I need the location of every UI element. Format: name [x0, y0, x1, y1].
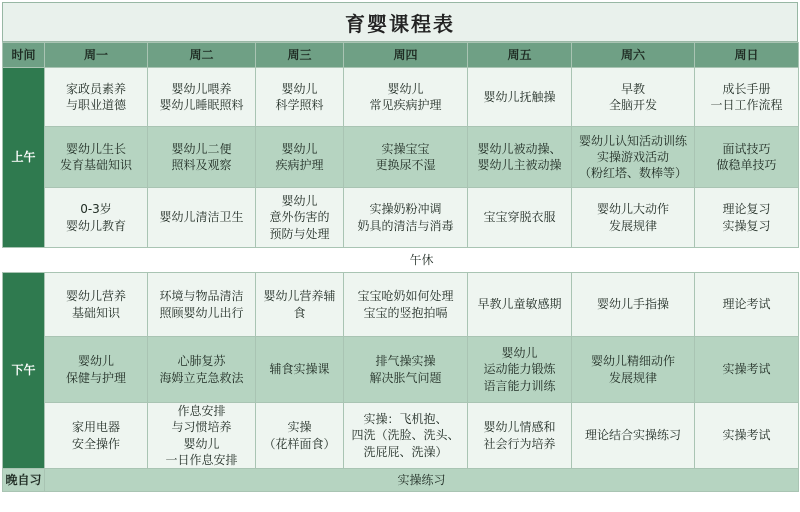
course-cell — [45, 337, 148, 403]
course-text: （花样面食） — [263, 436, 336, 451]
course-text: 常见疾病护理 — [369, 98, 442, 112]
course-text: 婴幼儿 — [183, 436, 220, 451]
course-text: 意外伤害的 — [269, 210, 330, 225]
course-text: 婴幼儿抚触操 — [483, 89, 556, 104]
course-cell — [695, 188, 799, 248]
course-text: 婴幼儿 — [501, 346, 538, 361]
course-text: 早教儿童敏感期 — [477, 297, 562, 312]
course-cell — [256, 337, 344, 403]
course-text: 食 — [293, 305, 306, 320]
course-text: 一日工作流程 — [710, 98, 783, 112]
course-text: 家政员素养 — [65, 81, 126, 96]
course-text: 婴幼儿精细动作 — [590, 354, 675, 369]
morning-row — [3, 68, 799, 127]
course-text: 科学照料 — [275, 98, 324, 112]
afternoon-row — [3, 273, 799, 337]
course-text: 实操：飞机抱、 — [363, 412, 448, 427]
header-time: 时间 — [3, 43, 45, 68]
course-text: 0-3岁 — [80, 202, 112, 217]
course-text: 洗屁屁、洗澡） — [363, 444, 448, 459]
course-cell — [256, 273, 344, 337]
morning-label: 上午 — [3, 68, 45, 248]
course-cell — [45, 68, 148, 127]
course-text: 海姆立克急救法 — [159, 370, 244, 385]
course-cell — [695, 127, 799, 188]
course-text: 发育基础知识 — [59, 158, 132, 172]
afternoon-row — [3, 403, 799, 469]
course-text: 理论复习 — [722, 202, 771, 217]
course-cell — [344, 188, 468, 248]
header-day: 周六 — [572, 43, 695, 68]
course-text: 婴幼儿教育 — [65, 218, 126, 233]
course-cell — [344, 68, 468, 127]
course-text: 宝宝的竖抱拍嗝 — [363, 305, 448, 320]
course-text: 环境与物品清洁 — [159, 289, 244, 304]
course-text: 一日作息安排 — [165, 452, 238, 467]
course-cell — [344, 337, 468, 403]
course-cell — [572, 337, 695, 403]
course-cell — [344, 273, 468, 337]
course-cell — [695, 403, 799, 469]
course-text: 保健与护理 — [65, 370, 126, 385]
course-cell — [572, 188, 695, 248]
course-cell — [256, 127, 344, 188]
morning-row — [3, 127, 799, 188]
course-text: 全脑开发 — [608, 98, 657, 112]
course-cell — [572, 127, 695, 188]
course-text: 婴幼儿喂养 — [171, 81, 232, 96]
course-text: 婴幼儿 — [77, 354, 114, 369]
noon-blank — [3, 248, 45, 273]
course-text: 实操复习 — [722, 218, 771, 233]
noon-row — [3, 248, 799, 273]
course-text: 实操奶粉冲调 — [369, 202, 442, 217]
course-text: 与职业道德 — [65, 98, 126, 112]
course-text: 发展规律 — [608, 218, 657, 233]
course-cell — [148, 337, 256, 403]
course-text: 解决胀气问题 — [369, 370, 442, 385]
course-cell — [148, 403, 256, 469]
course-cell — [468, 403, 572, 469]
course-text: 做稳单技巧 — [716, 158, 777, 172]
course-cell — [148, 273, 256, 337]
course-text: 奶具的清洁与消毒 — [357, 218, 454, 233]
course-cell — [468, 273, 572, 337]
course-text: 婴幼儿大动作 — [596, 202, 669, 217]
course-text: 作息安排 — [177, 404, 226, 419]
course-cell — [572, 403, 695, 469]
course-text: 排气操实操 — [375, 354, 436, 369]
course-text: 婴幼儿营养辅 — [263, 289, 336, 304]
course-text: 婴幼儿 — [281, 194, 318, 209]
course-cell — [256, 68, 344, 127]
course-text: 家用电器 — [71, 420, 120, 435]
course-cell — [468, 337, 572, 403]
course-cell — [256, 188, 344, 248]
course-text: 疾病护理 — [275, 158, 324, 172]
course-cell — [468, 188, 572, 248]
course-text: 理论结合实操练习 — [584, 428, 681, 443]
course-text: 婴幼儿情感和 — [483, 420, 556, 435]
course-cell — [344, 403, 468, 469]
course-text: 宝宝穿脱衣服 — [483, 210, 556, 225]
course-cell — [148, 68, 256, 127]
course-text: 婴幼儿 — [387, 81, 424, 96]
course-text: 照顾婴幼儿出行 — [159, 305, 244, 320]
header-row — [3, 43, 799, 68]
course-text: 实操游戏活动 — [596, 149, 669, 164]
morning-row — [3, 188, 799, 248]
course-text: 照料及观察 — [171, 158, 232, 172]
course-text: 辅食实操课 — [269, 362, 330, 377]
course-cell — [572, 68, 695, 127]
course-text: 婴幼儿 — [281, 141, 318, 156]
header-day: 周五 — [468, 43, 572, 68]
course-cell — [45, 127, 148, 188]
course-text: 实操 — [287, 420, 312, 435]
course-text: 社会行为培养 — [483, 436, 556, 451]
course-text: 预防与处理 — [269, 226, 330, 241]
afternoon-row — [3, 337, 799, 403]
afternoon-label: 下午 — [3, 273, 45, 469]
course-text: 婴幼儿二便 — [171, 141, 232, 156]
schedule-table — [2, 42, 799, 492]
course-cell — [148, 188, 256, 248]
course-text: 婴幼儿认知活动训练 — [578, 133, 687, 148]
course-text: 早教 — [620, 81, 645, 96]
course-cell — [468, 68, 572, 127]
course-text: 婴幼儿睡眠照料 — [159, 98, 244, 112]
course-text: 面试技巧 — [722, 141, 771, 156]
evening-content: 实操练习 — [45, 469, 799, 492]
course-cell — [45, 273, 148, 337]
evening-row — [3, 469, 799, 492]
course-text: 婴幼儿被动操、 — [477, 141, 562, 156]
course-text: 基础知识 — [71, 305, 120, 320]
course-text: 实操考试 — [722, 362, 771, 377]
course-cell — [695, 68, 799, 127]
course-text: 实操宝宝 — [381, 141, 430, 156]
course-text: 实操考试 — [722, 428, 771, 443]
course-text: 婴幼儿 — [281, 81, 318, 96]
course-text: 婴幼儿手指操 — [596, 297, 669, 312]
course-text: 心肺复苏 — [177, 354, 226, 369]
header-day: 周二 — [148, 43, 256, 68]
course-cell — [695, 337, 799, 403]
header-day: 周一 — [45, 43, 148, 68]
course-text: （粉红塔、数棒等） — [578, 166, 687, 181]
title-bar — [2, 2, 798, 42]
course-text: 安全操作 — [71, 436, 120, 451]
course-text: 运动能力锻炼 — [483, 362, 556, 377]
course-text: 与习惯培养 — [171, 420, 232, 435]
course-text: 婴幼儿清洁卫生 — [159, 210, 244, 225]
course-text: 理论考试 — [722, 297, 771, 312]
course-cell — [45, 403, 148, 469]
course-text: 婴幼儿生长 — [65, 141, 126, 156]
course-text: 婴幼儿主被动操 — [477, 158, 562, 172]
course-cell — [572, 273, 695, 337]
evening-label: 晚自习 — [3, 469, 45, 492]
course-text: 更换尿不湿 — [375, 158, 436, 172]
course-text: 语言能力训练 — [483, 378, 556, 393]
course-cell — [256, 403, 344, 469]
course-text: 发展规律 — [608, 370, 657, 385]
course-text: 成长手册 — [722, 81, 771, 96]
course-text: 婴幼儿营养 — [65, 289, 126, 304]
course-cell — [45, 188, 148, 248]
course-cell — [468, 127, 572, 188]
course-cell — [695, 273, 799, 337]
page-title: 育婴课程表 — [345, 11, 455, 36]
header-day: 周四 — [344, 43, 468, 68]
course-cell — [148, 127, 256, 188]
course-text: 四洗（洗脸、洗头、 — [351, 428, 460, 443]
noon-break: 午休 — [45, 248, 799, 273]
course-cell — [344, 127, 468, 188]
header-day: 周日 — [695, 43, 799, 68]
course-text: 宝宝呛奶如何处理 — [357, 289, 454, 304]
header-day: 周三 — [256, 43, 344, 68]
